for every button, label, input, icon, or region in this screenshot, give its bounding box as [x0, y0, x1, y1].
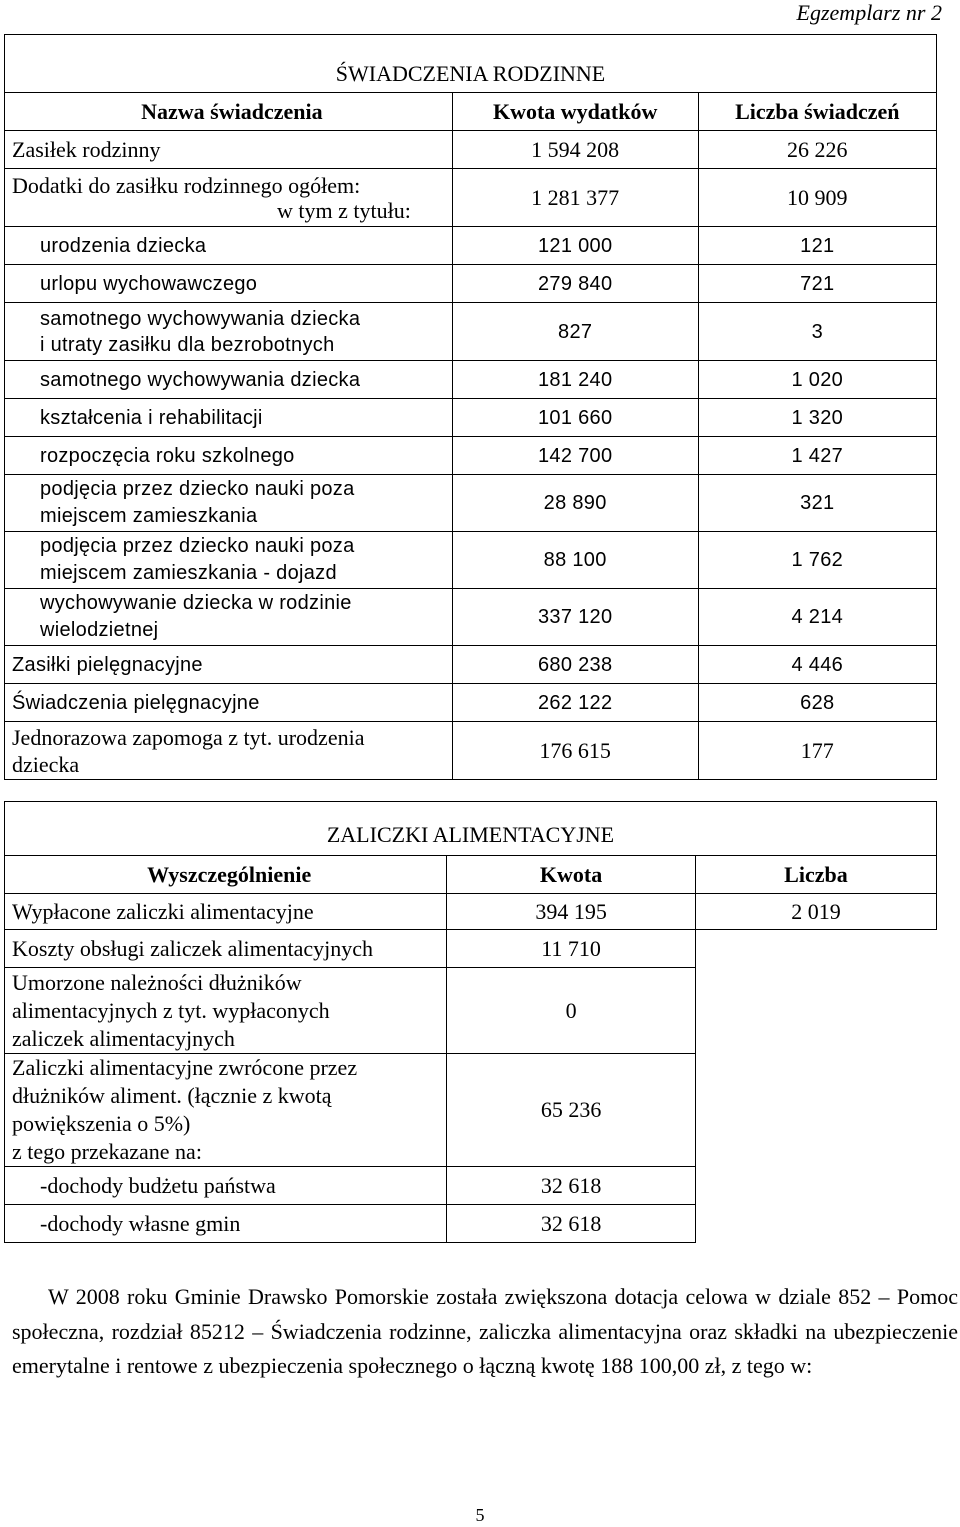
- row-amount: 11 710: [447, 930, 696, 968]
- row-amount: 1 281 377: [452, 169, 698, 227]
- row-amount: 28 890: [452, 475, 698, 532]
- row-name-line: alimentacyjnych z tyt. wypłaconych: [12, 997, 330, 1023]
- row-name-line: miejscem zamieszkania - dojazd: [40, 562, 337, 584]
- row-amount: 32 618: [447, 1167, 696, 1205]
- row-name: [5, 475, 453, 532]
- row-name: rozpoczęcia roku szkolnego: [5, 437, 453, 475]
- row-count: 628: [698, 684, 936, 722]
- row-amount: 121 000: [452, 227, 698, 265]
- row-name: urodzenia dziecka: [5, 227, 453, 265]
- row-name: -dochody budżetu państwa: [5, 1167, 447, 1205]
- row-name-line: i utraty zasiłku dla bezrobotnych: [40, 333, 335, 356]
- row-name-line: samotnego wychowywania dziecka: [40, 307, 361, 330]
- row-name: Zasiłki pielęgnacyjne: [5, 646, 453, 684]
- row-amount: 680 238: [452, 646, 698, 684]
- row-count: 3: [698, 303, 936, 361]
- row-amount: 176 615: [452, 722, 698, 780]
- table-row: [5, 684, 937, 722]
- empty-cell: [695, 930, 936, 1243]
- row-name-line: zaliczek alimentacyjnych: [12, 1025, 235, 1051]
- family-benefits-title: ŚWIADCZENIA RODZINNE: [5, 35, 937, 93]
- column-header-amount: Kwota wydatków: [452, 93, 698, 131]
- row-amount: 32 618: [447, 1205, 696, 1243]
- row-amount: 0: [447, 968, 696, 1054]
- row-name-line: powiększenia o 5%): [12, 1111, 191, 1136]
- row-name: samotnego wychowywania dziecka: [5, 361, 453, 399]
- row-count: 4 214: [698, 589, 936, 646]
- row-amount: 88 100: [452, 532, 698, 589]
- alimony-advances-table: [4, 801, 937, 1243]
- row-amount: 337 120: [452, 589, 698, 646]
- row-name-line: dłużników aliment. (łącznie z kwotą: [12, 1083, 332, 1108]
- row-amount: 827: [452, 303, 698, 361]
- column-header-name: Nazwa świadczenia: [5, 93, 453, 131]
- row-name: kształcenia i rehabilitacji: [5, 399, 453, 437]
- row-amount: 65 236: [447, 1054, 696, 1167]
- row-count: 10 909: [698, 169, 936, 227]
- copy-number-label: Egzemplarz nr 2: [796, 0, 942, 25]
- row-name: [5, 303, 453, 361]
- row-count: 121: [698, 227, 936, 265]
- row-amount: 394 195: [447, 894, 696, 930]
- table-row: [5, 930, 937, 968]
- row-count: 26 226: [698, 131, 936, 169]
- row-amount: 142 700: [452, 437, 698, 475]
- row-name: urlopu wychowawczego: [5, 265, 453, 303]
- row-name-line: miejscem zamieszkania: [40, 505, 258, 527]
- row-amount: 101 660: [452, 399, 698, 437]
- row-name-line: Umorzone należności dłużników: [12, 969, 302, 995]
- row-count: 1 320: [698, 399, 936, 437]
- table-row: [5, 169, 937, 227]
- table-row: [5, 227, 937, 265]
- row-count: 1 427: [698, 437, 936, 475]
- column-header-amount: Kwota: [447, 856, 696, 894]
- row-name-line: Zaliczki alimentacyjne zwrócone przez: [12, 1055, 358, 1080]
- row-count: 177: [698, 722, 936, 780]
- row-name: [5, 589, 453, 646]
- row-name-line: wielodzietnej: [40, 619, 159, 641]
- row-name: Wypłacone zaliczki alimentacyjne: [5, 894, 447, 930]
- table-row: [5, 399, 937, 437]
- family-benefits-table: [4, 34, 937, 780]
- row-name-line: z tego przekazane na:: [12, 1139, 202, 1164]
- row-amount: 1 594 208: [452, 131, 698, 169]
- row-count: 1 762: [698, 532, 936, 589]
- table-row: [5, 589, 937, 646]
- table-row: [5, 437, 937, 475]
- table-row: [5, 532, 937, 589]
- table-row: [5, 894, 937, 930]
- table-row: [5, 131, 937, 169]
- row-name: Zasiłek rodzinny: [5, 131, 453, 169]
- row-name: -dochody własne gmin: [5, 1205, 447, 1243]
- row-count: 2 019: [695, 894, 936, 930]
- table-row: [5, 475, 937, 532]
- body-paragraph: [12, 1280, 958, 1384]
- row-count: 321: [698, 475, 936, 532]
- row-count: 1 020: [698, 361, 936, 399]
- row-name: [5, 532, 453, 589]
- row-name: [5, 722, 453, 780]
- row-name: [5, 968, 447, 1054]
- row-name-line: w tym z tytułu:: [277, 197, 411, 223]
- row-amount: 262 122: [452, 684, 698, 722]
- alimony-advances-title: ZALICZKI ALIMENTACYJNE: [5, 802, 937, 856]
- table-row: [5, 303, 937, 361]
- table-row: [5, 722, 937, 780]
- column-header-description: Wyszczególnienie: [5, 856, 447, 894]
- row-name-line: podjęcia przez dziecko nauki poza: [40, 535, 355, 557]
- row-name-line: podjęcia przez dziecko nauki poza: [40, 478, 355, 500]
- table-row: [5, 646, 937, 684]
- row-name-line: wychowywanie dziecka w rodzinie: [40, 592, 352, 614]
- paragraph-text: W 2008 roku Gminie Drawsko Pomorskie została zwiększona dotacja celowa w dziale 852 – Pomoc społeczna, rozdział 85212 – Świadczenia rodzinne, zaliczka alimentacyjna oraz składki na ubezpieczenie emerytalne i rentowe z ubezpieczenia społecznego o łączną kwotę 188 100,00 zł, z tego w:: [12, 1284, 958, 1378]
- row-amount: 279 840: [452, 265, 698, 303]
- row-name: [5, 1054, 447, 1167]
- table-row: [5, 265, 937, 303]
- column-header-count: Liczba świadczeń: [698, 93, 936, 131]
- row-name-line: Jednorazowa zapomoga z tyt. urodzenia: [12, 724, 365, 750]
- row-name: Świadczenia pielęgnacyjne: [5, 684, 453, 722]
- row-amount: 181 240: [452, 361, 698, 399]
- page-number: 5: [475, 1505, 485, 1525]
- column-header-count: Liczba: [695, 856, 936, 894]
- table-row: [5, 361, 937, 399]
- row-name: [5, 169, 453, 227]
- row-name-line: dziecka: [12, 751, 80, 777]
- row-name: Koszty obsługi zaliczek alimentacyjnych: [5, 930, 447, 968]
- row-count: 4 446: [698, 646, 936, 684]
- row-count: 721: [698, 265, 936, 303]
- row-name-line: Dodatki do zasiłku rodzinnego ogółem:: [12, 172, 361, 198]
